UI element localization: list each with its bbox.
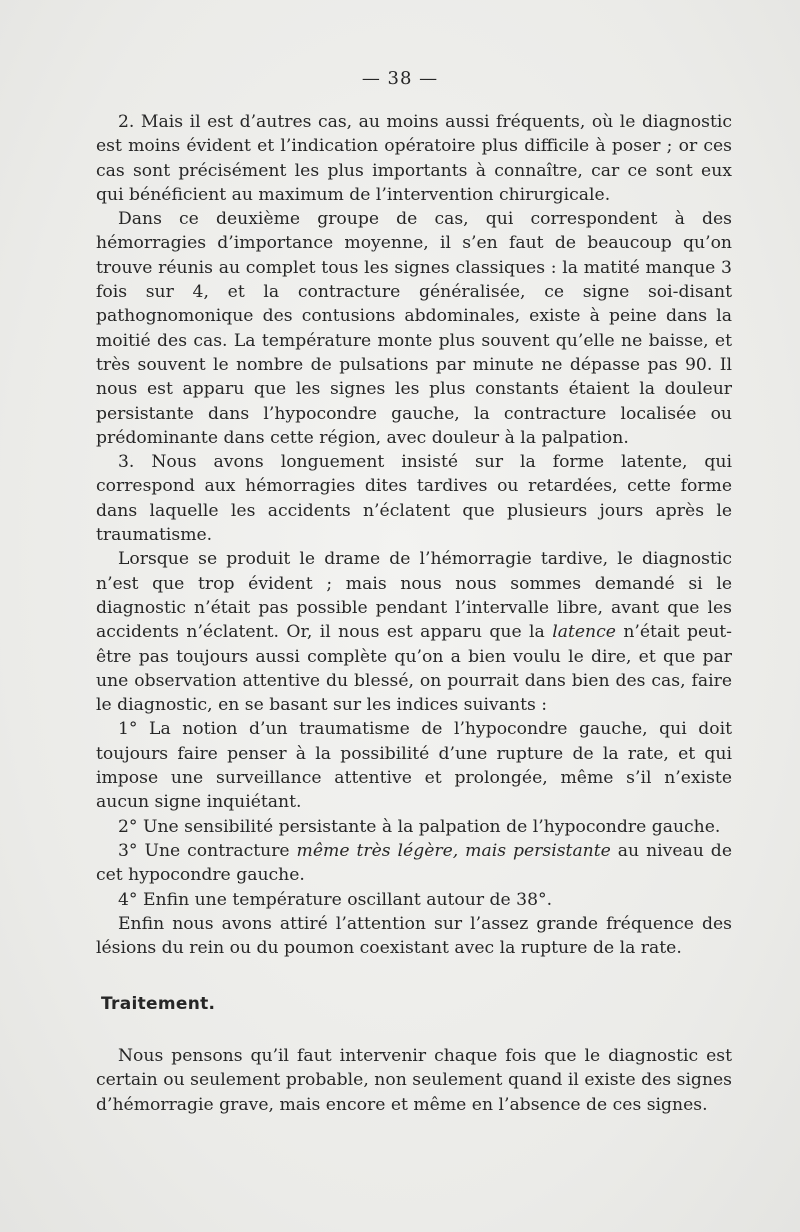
paragraph-2: 2. Mais il est d’autres cas, au moins aussi fréquents, où le diagnostic est moins évident et l’indication opératoire plus difficile à poser ; or ces cas sont précisément les plus importants à connaître, car ce sont eux qui bénéficient au maximum de l’intervention chirurgicale. (96, 112, 732, 205)
section-heading-traitement: Traitement. (101, 994, 216, 1014)
treatment-section (96, 1044, 732, 1117)
body-text (96, 110, 732, 960)
indice-2: 2° Une sensibilité persistante à la palpation de l’hypocondre gauche. (118, 816, 721, 837)
indice-3-after: au niveau de cet hypocondre gauche. (96, 840, 732, 886)
indice-3-before: 3° Une contracture (118, 840, 297, 861)
closing-paragraph: Enfin nous avons attiré l’attention sur l’assez grande fréquence des lésions du rein ou du poumon coexistant avec la rupture de la rate. (96, 913, 732, 959)
paragraph-second-group: Dans ce deuxième groupe de cas, qui correspondent à des hémorragies d’importance moyenne, il s’en faut de beaucoup qu’on trouve réunis au complet tous les signes classiques : la matité manque 3 fois sur 4, et la contracture généralisée, ce signe soi-disant pathognomonique des contusions abdominales, existe à peine dans la moitié des cas. La température monte plus souvent qu’elle ne baisse, et très souvent le nombre de pulsations par minute ne dépasse pas 90. Il nous est apparu que les signes les plus constants étaient la douleur persistante dans l’hypocondre gauche, la contracture localisée ou prédominante dans cette région, avec douleur à la palpation. (96, 209, 732, 448)
latence-text-before: Lorsque se produit le drame de l’hémorragie tardive, le diagnostic n’est que trop évident ; mais nous nous sommes demandé si le diagnostic n’était pas possible pendant l’intervalle libre, avant que les accidents n’éclatent. Or, il nous est apparu que la (96, 549, 732, 643)
latence-emphasis: latence (552, 622, 616, 643)
indice-4: 4° Enfin une température oscillant autour de 38°. (118, 889, 553, 910)
treatment-paragraph: Nous pensons qu’il faut intervenir chaque fois que le diagnostic est certain ou seulement probable, non seulement quand il existe des signes d’hémorragie grave, mais encore et même en l’absence de ces signes. (96, 1046, 732, 1115)
paragraph-3: 3. Nous avons longuement insisté sur la forme latente, qui correspond aux hémorragies dites tardives ou retardées, cette forme dans laquelle les accidents n’éclatent que plusieurs jours après le traumatisme. (96, 452, 732, 546)
page-number: — 38 — (361, 68, 439, 89)
paragraph-latence (96, 547, 732, 717)
indice-3 (96, 839, 732, 888)
latence-text-after: n’était peut-être pas toujours aussi complète qu’on a bien voulu le dire, et que par une observation attentive du blessé, on pourrait dans bien des cas, faire le diagnostic, en se basant sur les indices suivants : (96, 622, 732, 716)
indice-3-emphasis: même très légère, mais persistante (296, 840, 611, 861)
indice-1: 1° La notion d’un traumatisme de l’hypocondre gauche, qui doit toujours faire penser à la possibilité d’une rupture de la rate, et qui impose une surveillance attentive et prolongée, même s’il n’existe aucun signe inquiétant. (96, 719, 732, 813)
